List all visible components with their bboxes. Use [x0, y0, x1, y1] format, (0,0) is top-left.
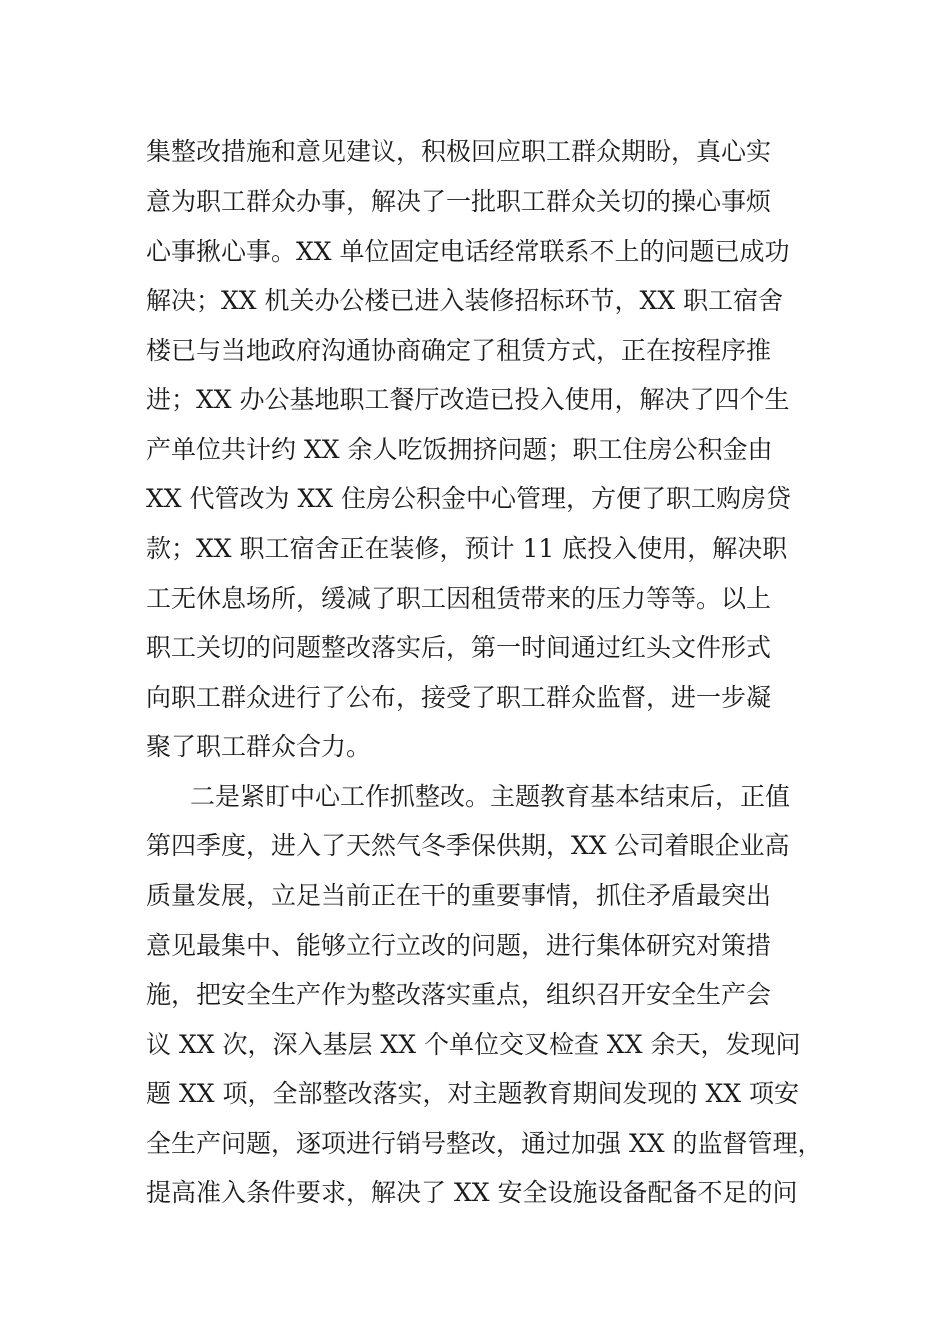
paragraph-1-line: XX 代管改为 XX 住房公积金中心管理，方便了职工购房贷 [146, 484, 792, 513]
paragraph-1-line: 意为职工群众办事，解决了一批职工群众关切的操心事烦 [146, 187, 772, 216]
paragraph-1-line: 解决；XX 机关办公楼已进入装修招标环节，XX 职工宿舍 [146, 286, 784, 315]
paragraph-2-line: 二是紧盯中心工作抓整改。主题教育基本结束后，正值 [190, 782, 791, 811]
paragraph-1-line: 向职工群众进行了公布，接受了职工群众监督，进一步凝 [146, 683, 772, 712]
paragraph-1-line: 工无休息场所，缓减了职工因租赁带来的压力等等。以上 [146, 584, 772, 613]
paragraph-1-line: 职工关切的问题整改落实后，第一时间通过红头文件形式 [146, 633, 772, 662]
paragraph-1-line: 产单位共计约 XX 余人吃饭拥挤问题；职工住房公积金由 [146, 435, 773, 464]
paragraph-1-line: 款；XX 职工宿舍正在装修，预计 11 底投入使用，解决职 [146, 534, 788, 563]
paragraph-1-line: 楼已与当地政府沟通协商确定了租赁方式，正在按程序推 [146, 336, 772, 365]
paragraph-1-line: 心事揪心事。XX 单位固定电话经常联系不上的问题已成功 [146, 237, 790, 266]
paragraph-2-line: 施，把安全生产作为整改落实重点，组织召开安全生产会 [146, 980, 772, 1009]
paragraph-1-line: 集整改措施和意见建议，积极回应职工群众期盼，真心实 [146, 137, 772, 166]
paragraph-2-line: 全生产问题，逐项进行销号整改，通过加强 XX 的监督管理， [146, 1129, 823, 1158]
paragraph-2-line: 题 XX 项，全部整改落实，对主题教育期间发现的 XX 项安 [146, 1079, 799, 1108]
paragraph-2-line: 提高准入条件要求，解决了 XX 安全设施设备配备不足的问 [146, 1178, 798, 1207]
paragraph-1-line: 聚了职工群众合力。 [146, 732, 372, 761]
paragraph-2-line: 第四季度，进入了天然气冬季保供期，XX 公司着眼企业高 [146, 831, 790, 860]
paragraph-2-line: 质量发展，立足当前正在干的重要事情，抓住矛盾最突出 [146, 881, 772, 910]
paragraph-2-line: 意见最集中、能够立行立改的问题，进行集体研究对策措 [146, 931, 772, 960]
paragraph-2-line: 议 XX 次，深入基层 XX 个单位交叉检查 XX 余天，发现问 [146, 1030, 801, 1059]
paragraph-1-line: 进；XX 办公基地职工餐厅改造已投入使用，解决了四个生 [146, 385, 790, 414]
